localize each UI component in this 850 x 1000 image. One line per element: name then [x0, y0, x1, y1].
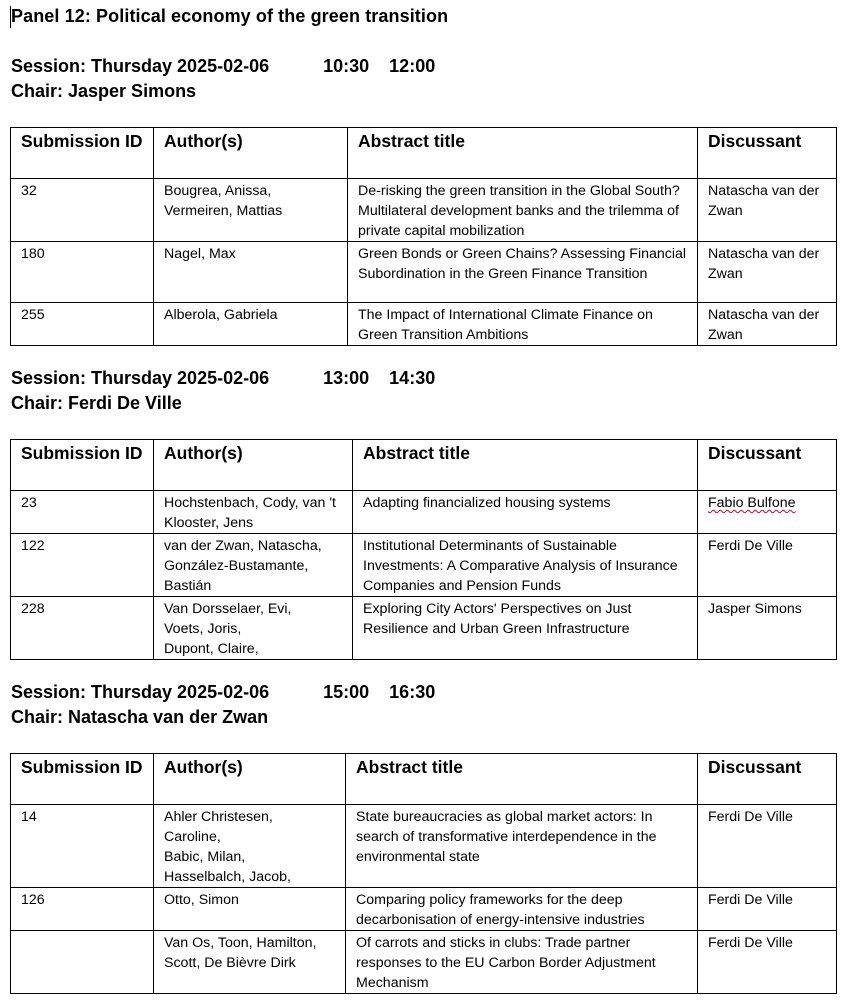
header-submission-id: Submission ID — [11, 440, 154, 491]
discussant: Natascha van der Zwan — [698, 303, 837, 346]
authors: Alberola, Gabriela — [154, 303, 348, 346]
discussant: Ferdi De Ville — [698, 534, 837, 597]
session-start-time: 15:00 — [323, 682, 370, 702]
table-header-row — [11, 128, 837, 179]
discussant: Jasper Simons — [698, 597, 837, 660]
authors: Otto, Simon — [154, 888, 346, 931]
session-end-time: 12:00 — [389, 56, 436, 76]
discussant: Natascha van der Zwan — [698, 179, 837, 242]
submission-id: 228 — [11, 597, 154, 660]
abstract-title: Institutional Determinants of Sustainable Investments: A Comparative Analysis of Insurance Companies and Pension Funds — [353, 534, 698, 597]
header-discussant: Discussant — [698, 128, 837, 179]
submission-id: 122 — [11, 534, 154, 597]
submission-id: 14 — [11, 805, 154, 888]
chair-label: Chair: — [11, 393, 69, 413]
discussant: Ferdi De Ville — [698, 888, 837, 931]
abstract-title: Comparing policy frameworks for the deep decarbonisation of energy-intensive industries — [346, 888, 698, 931]
header-abstract-title: Abstract title — [353, 440, 698, 491]
header-submission-id: Submission ID — [11, 754, 154, 805]
submissions-table — [10, 753, 837, 994]
header-authors: Author(s) — [154, 128, 348, 179]
submission-id: 23 — [11, 491, 154, 534]
authors: Van Os, Toon, Hamilton, Scott, De Bièvre Dirk — [154, 931, 346, 994]
header-abstract-title: Abstract title — [348, 128, 698, 179]
session-label: Session: Thursday 2025-02-06 — [11, 56, 270, 76]
table-row — [11, 303, 837, 346]
chair-label: Chair: — [11, 81, 69, 101]
table-row — [11, 805, 837, 888]
header-discussant: Discussant — [698, 754, 837, 805]
submission-id: 255 — [11, 303, 154, 346]
authors: Nagel, Max — [154, 242, 348, 303]
header-submission-id: Submission ID — [11, 128, 154, 179]
abstract-title: Exploring City Actors' Perspectives on Just Resilience and Urban Green Infrastructure — [353, 597, 698, 660]
session-end-time: 14:30 — [389, 368, 436, 388]
session-header — [11, 366, 435, 416]
header-discussant: Discussant — [698, 440, 837, 491]
table-row — [11, 491, 837, 534]
authors: van der Zwan, Natascha, González-Bustamante, Bastián — [154, 534, 353, 597]
submission-id: 180 — [11, 242, 154, 303]
chair-name: Jasper Simons — [68, 81, 197, 101]
abstract-title: Adapting financialized housing systems — [353, 491, 698, 534]
discussant: Ferdi De Ville — [698, 931, 837, 994]
discussant-name: Fabio Bulfone — [708, 495, 796, 511]
abstract-title: The Impact of International Climate Finance on Green Transition Ambitions — [348, 303, 698, 346]
discussant: Ferdi De Ville — [698, 805, 837, 888]
table-header-row — [11, 754, 837, 805]
submissions-table — [10, 127, 837, 346]
panel-title: Panel 12: Political economy of the green transition — [11, 6, 449, 26]
table-row — [11, 534, 837, 597]
chair-name: Natascha van der Zwan — [68, 707, 269, 727]
session-header — [11, 54, 435, 104]
header-authors: Author(s) — [154, 440, 353, 491]
table-row — [11, 888, 837, 931]
submission-id: 126 — [11, 888, 154, 931]
chair-label: Chair: — [11, 707, 69, 727]
discussant: Natascha van der Zwan — [698, 242, 837, 303]
abstract-title: De-risking the green transition in the Global South? Multilateral development banks and the trilemma of private capital mobilization — [348, 179, 698, 242]
authors: Ahler Christesen, Caroline, Babic, Milan, Hasselbalch, Jacob, — [154, 805, 346, 888]
table-row — [11, 179, 837, 242]
submissions-table — [10, 439, 837, 660]
table-row — [11, 597, 837, 660]
authors: Bougrea, Anissa, Vermeiren, Mattias — [154, 179, 348, 242]
abstract-title: State bureaucracies as global market actors: In search of transformative interdependence in the environmental state — [346, 805, 698, 888]
abstract-title: Green Bonds or Green Chains? Assessing Financial Subordination in the Green Finance Transition — [348, 242, 698, 303]
abstract-title: Of carrots and sticks in clubs: Trade partner responses to the EU Carbon Border Adjustment Mechanism — [346, 931, 698, 994]
session-start-time: 13:00 — [323, 368, 370, 388]
header-authors: Author(s) — [154, 754, 346, 805]
session-label: Session: Thursday 2025-02-06 — [11, 368, 270, 388]
authors: Van Dorsselaer, Evi, Voets, Joris, Dupont, Claire, — [154, 597, 353, 660]
header-abstract-title: Abstract title — [346, 754, 698, 805]
session-header — [11, 680, 435, 730]
discussant — [698, 491, 837, 534]
authors: Hochstenbach, Cody, van 't Klooster, Jens — [154, 491, 353, 534]
session-start-time: 10:30 — [323, 56, 370, 76]
chair-name: Ferdi De Ville — [68, 393, 182, 413]
submission-id: 32 — [11, 179, 154, 242]
session-label: Session: Thursday 2025-02-06 — [11, 682, 270, 702]
table-row — [11, 931, 837, 994]
session-end-time: 16:30 — [389, 682, 436, 702]
table-header-row — [11, 440, 837, 491]
table-row — [11, 242, 837, 303]
submission-id — [11, 931, 154, 994]
